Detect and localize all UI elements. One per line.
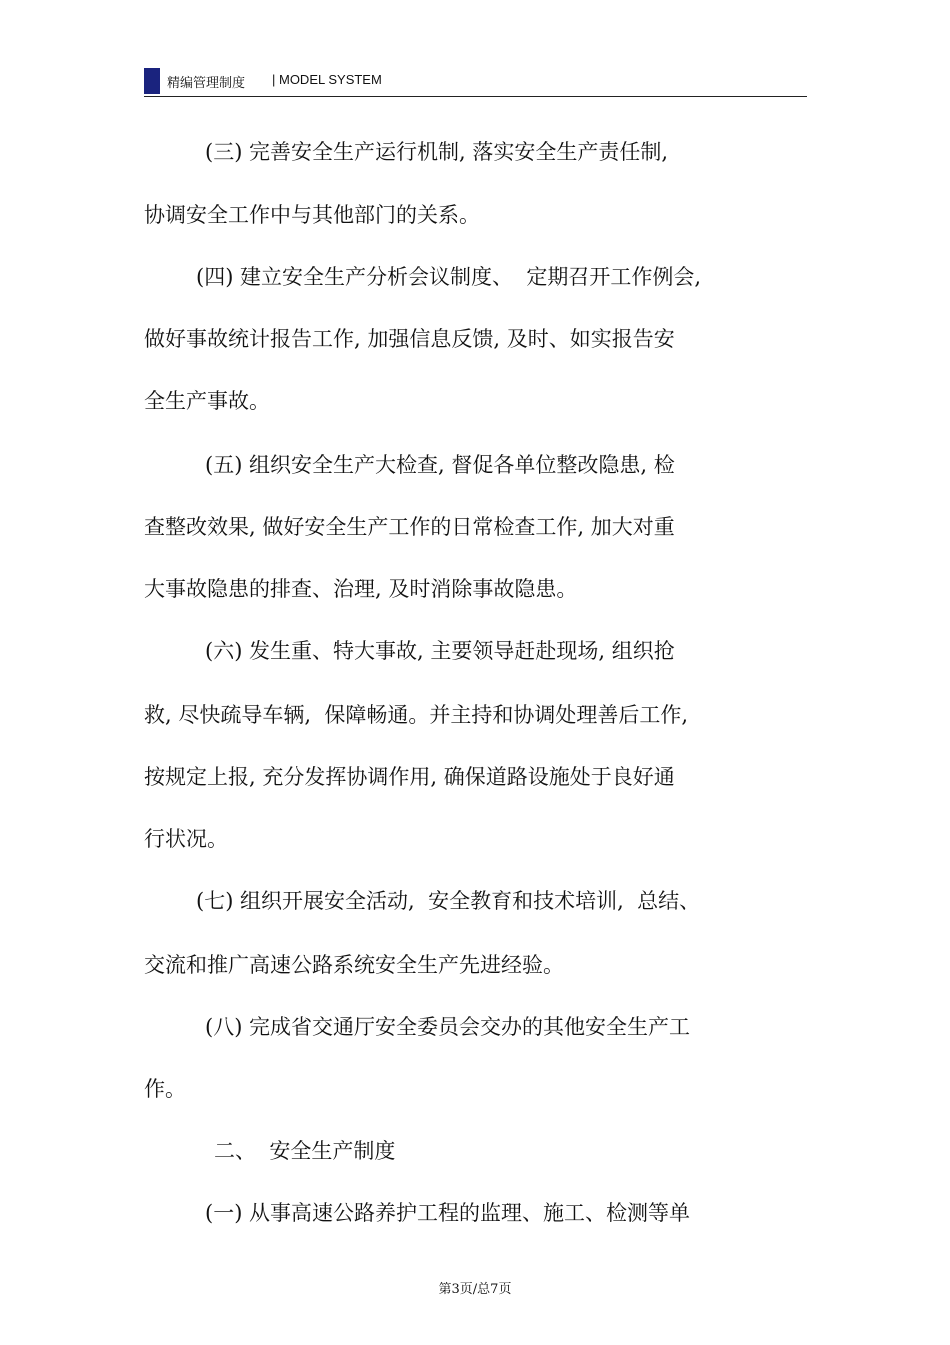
text-line: 行状况。	[144, 827, 228, 851]
text-line: (一) 从事高速公路养护工程的监理、施工、检测等单	[205, 1201, 691, 1225]
page-header	[144, 66, 807, 97]
text-line: 按规定上报, 充分发挥协调作用, 确保道路设施处于良好通	[144, 765, 675, 789]
section-heading: 二、 安全生产制度	[214, 1139, 396, 1163]
text-line: 做好事故统计报告工作, 加强信息反馈, 及时、如实报告安	[144, 327, 675, 351]
text-line: 大事故隐患的排查、治理, 及时消除事故隐患。	[144, 577, 578, 601]
text-line: (三) 完善安全生产运行机制, 落实安全生产责任制,	[205, 140, 669, 164]
text-line: (八) 完成省交通厅安全委员会交办的其他安全生产工	[205, 1015, 691, 1039]
text-line: 协调安全工作中与其他部门的关系。	[144, 203, 480, 227]
header-brand: 精编管理制度	[167, 76, 246, 91]
text-line: 作。	[144, 1077, 186, 1101]
text-line: (四) 建立安全生产分析会议制度、 定期召开工作例会,	[196, 265, 702, 289]
text-line: (六) 发生重、特大事故, 主要领导赶赴现场, 组织抢	[205, 639, 675, 663]
text-line: (七) 组织开展安全活动, 安全教育和技术培训, 总结、	[196, 889, 701, 913]
logo-icon	[144, 68, 160, 94]
text-line: (五) 组织安全生产大检查, 督促各单位整改隐患, 检	[205, 453, 675, 477]
text-line: 救, 尽快疏导车辆, 保障畅通。并主持和协调处理善后工作,	[144, 703, 689, 727]
page-number: 第3页/总7页	[438, 1282, 512, 1297]
text-line: 全生产事故。	[144, 389, 270, 413]
text-line: 查整改效果, 做好安全生产工作的日常检查工作, 加大对重	[144, 515, 675, 539]
text-line: 交流和推广高速公路系统安全生产先进经验。	[144, 953, 564, 977]
header-subtitle: | MODEL SYSTEM	[272, 72, 382, 87]
